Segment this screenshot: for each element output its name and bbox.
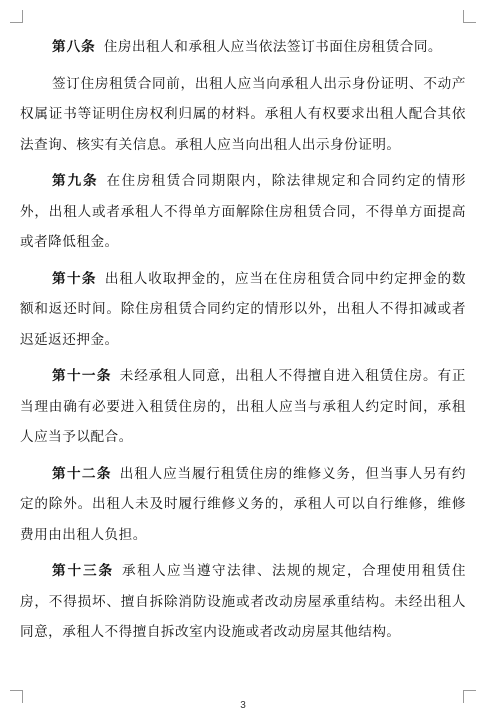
article-11-label: 第十一条 [52,368,112,384]
page-number: 3 [240,700,246,711]
article-11 [20,361,466,453]
article-13 [20,556,466,648]
article-8-continued-text: 签订住房租赁合同前，出租人应当向承租人出示身份证明、不动产权属证书等证明住房权利归属的材料。承租人有权要求出租人配合其依法查询、核实有关信息。承租人应当向出租人出示身份证明。 [20,75,466,153]
article-13-label: 第十三条 [52,563,114,579]
crop-mark-top-left [10,10,23,23]
article-10-text: 出租人收取押金的，应当在住房租赁合同中约定押金的数额和返还时间。除住房租赁合同约定的情形以外，出租人不得扣减或者迟延返还押金。 [20,270,467,348]
article-10-label: 第十条 [52,270,97,287]
article-8 [20,32,466,63]
article-9-text: 在住房租赁合同期限内，除法律规定和合同约定的情形外，出租人或者承租人不得单方面解除住房租赁合同，不得单方面提高或者降低租金。 [20,173,466,250]
article-12-label: 第十二条 [52,465,112,482]
article-9 [20,166,466,258]
article-9-label: 第九条 [52,173,99,189]
article-11-text: 未经承租人同意，出租人不得擅自进入租赁住房。有正当理由确有必要进入租赁住房的，出租人应当与承租人约定时间，承租人应当予以配合。 [20,368,466,445]
document-body [20,32,466,654]
article-8-label: 第八条 [52,39,96,55]
article-13-text: 承租人应当遵守法律、法规的规定，合理使用租赁住房，不得损坏、擅自拆除消防设施或者改动房屋承重结构。未经出租人同意，承租人不得擅自拆改室内设施或者改动房屋其他结构。 [20,563,467,640]
article-12 [20,459,466,551]
article-8-continued [20,69,466,161]
article-10 [20,264,466,356]
crop-mark-top-right [463,10,476,23]
article-12-text: 出租人应当履行租赁住房的维修义务，但当事人另有约定的除外。出租人未及时履行维修义务的，承租人可以自行维修，维修费用由出租人负担。 [20,465,466,543]
article-8-text: 住房出租人和承租人应当依法签订书面住房租赁合同。 [103,39,443,55]
